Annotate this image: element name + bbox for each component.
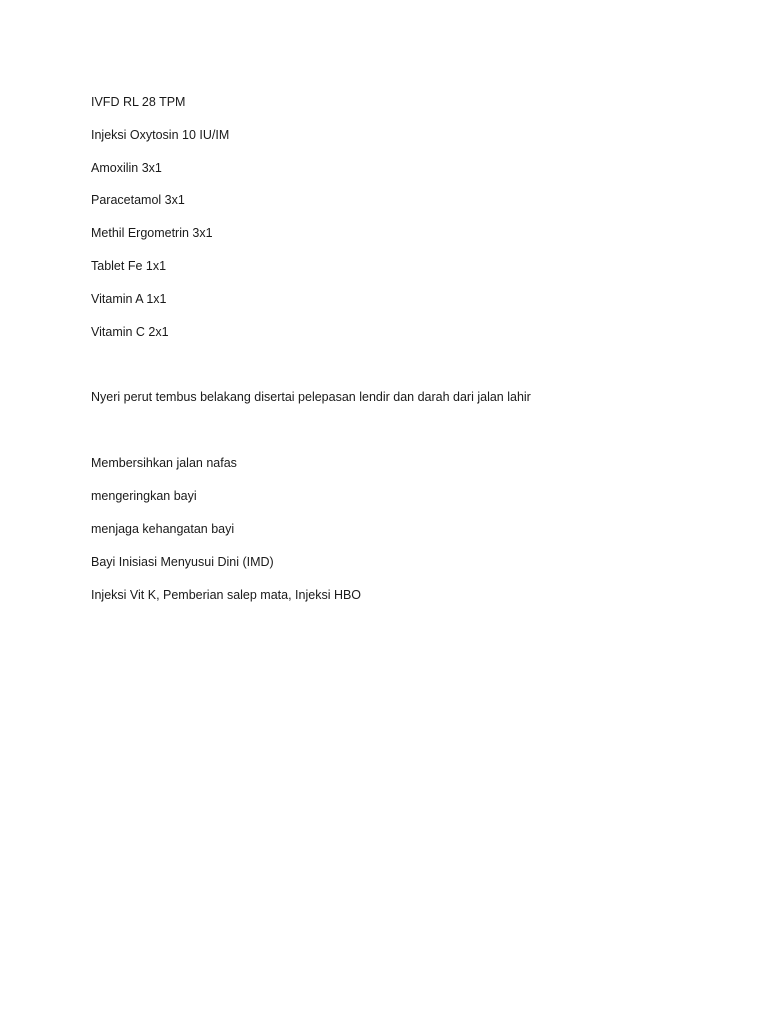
newborn-care-line: Bayi Inisiasi Menyusui Dini (IMD) xyxy=(91,555,274,569)
newborn-care-line: mengeringkan bayi xyxy=(91,489,197,503)
medication-line: Paracetamol 3x1 xyxy=(91,193,185,207)
newborn-care-line: menjaga kehangatan bayi xyxy=(91,522,235,536)
complaint-line: Nyeri perut tembus belakang disertai pelepasan lendir dan darah dari jalan lahir xyxy=(91,390,531,404)
medication-line: Amoxilin 3x1 xyxy=(91,161,162,175)
newborn-care-line: Membersihkan jalan nafas xyxy=(91,456,237,470)
medication-line: Vitamin A 1x1 xyxy=(91,292,167,306)
medication-line: Injeksi Oxytosin 10 IU/IM xyxy=(91,128,230,142)
newborn-care-line: Injeksi Vit K, Pemberian salep mata, Injeksi HBO xyxy=(91,588,362,602)
medication-line: Vitamin C 2x1 xyxy=(91,325,169,339)
medication-line: Tablet Fe 1x1 xyxy=(91,259,167,273)
medication-line: IVFD RL 28 TPM xyxy=(91,95,186,109)
medication-line: Methil Ergometrin 3x1 xyxy=(91,226,213,240)
